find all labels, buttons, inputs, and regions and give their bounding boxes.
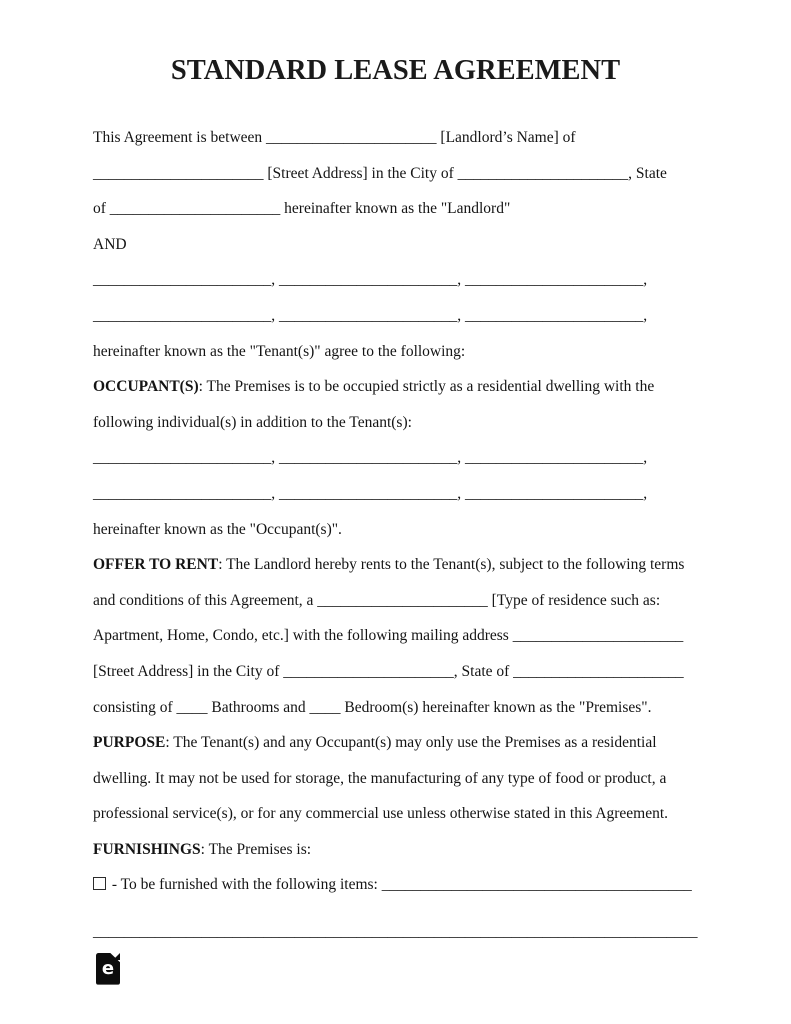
- parties-conjunction: AND: [93, 235, 127, 253]
- purpose-line-1-text: : The Tenant(s) and any Occupant(s) may only use the Premises as a residential: [165, 734, 657, 752]
- furnishings-continuation-blank: ______________________________________________________________________________: [93, 923, 698, 941]
- purpose-heading: PURPOSE: [93, 734, 166, 752]
- occupant-blanks-row-1: _______________________, _______________________, _______________________,: [93, 449, 648, 467]
- occupant-blanks-row-2: _______________________, _______________________, _______________________,: [93, 484, 648, 502]
- occupants-line-1-text: : The Premises is to be occupied strictly as a residential dwelling with the: [198, 378, 655, 396]
- purpose-line-1: [93, 725, 698, 761]
- eforms-logo: [96, 953, 120, 985]
- furnishings-line-1-text: : The Premises is:: [200, 840, 312, 858]
- parties-line-1: This Agreement is between ______________________ [Landlord’s Name] of: [93, 129, 576, 146]
- tenant-blanks-row-1: _______________________, _______________________, _______________________,: [93, 271, 648, 289]
- occupants-line-1: [93, 369, 698, 405]
- offer-heading: OFFER TO RENT: [93, 556, 219, 574]
- offer-line-1-text: : The Landlord hereby rents to the Tenant(s), subject to the following terms: [218, 556, 685, 574]
- parties-line-2: ______________________ [Street Address] in the City of ______________________, State: [93, 164, 667, 182]
- page-footer: [93, 953, 698, 985]
- document-title: STANDARD LEASE AGREEMENT: [170, 55, 621, 86]
- offer-line-4: [Street Address] in the City of ______________________, State of ______________________: [93, 662, 684, 680]
- offer-line-1: [93, 547, 698, 583]
- offer-line-3: Apartment, Home, Condo, etc.] with the following mailing address ______________________: [93, 627, 684, 645]
- purpose-line-2: dwelling. It may not be used for storage, the manufacturing of any type of food or product, a: [93, 769, 667, 787]
- furnishings-heading: FURNISHINGS: [93, 840, 201, 858]
- offer-line-2: and conditions of this Agreement, a ______________________ [Type of residence such as:: [93, 591, 661, 609]
- furnishings-line-1: [93, 832, 698, 868]
- parties-line-3: of ______________________ hereinafter known as the "Landlord": [93, 200, 511, 218]
- tenant-blanks-row-2: _______________________, _______________________, _______________________,: [93, 306, 648, 324]
- occupants-closing: hereinafter known as the "Occupant(s)".: [93, 520, 342, 538]
- furnished-checkbox[interactable]: [93, 877, 106, 890]
- occupants-line-2: following individual(s) in addition to the Tenant(s):: [93, 413, 412, 431]
- tenant-clause: hereinafter known as the "Tenant(s)" agree to the following:: [93, 342, 466, 360]
- occupants-heading: OCCUPANT(S): [93, 378, 199, 396]
- purpose-line-3: professional service(s), or for any commercial use unless otherwise stated in this Agreement.: [93, 805, 669, 823]
- furnished-option-label: - To be furnished with the following items: ________________________________________: [108, 876, 692, 894]
- eforms-logo-letter: e: [101, 957, 115, 979]
- furnishings-option-line: [93, 867, 698, 903]
- offer-line-5: consisting of ____ Bathrooms and ____ Bedroom(s) hereinafter known as the "Premises".: [93, 698, 652, 716]
